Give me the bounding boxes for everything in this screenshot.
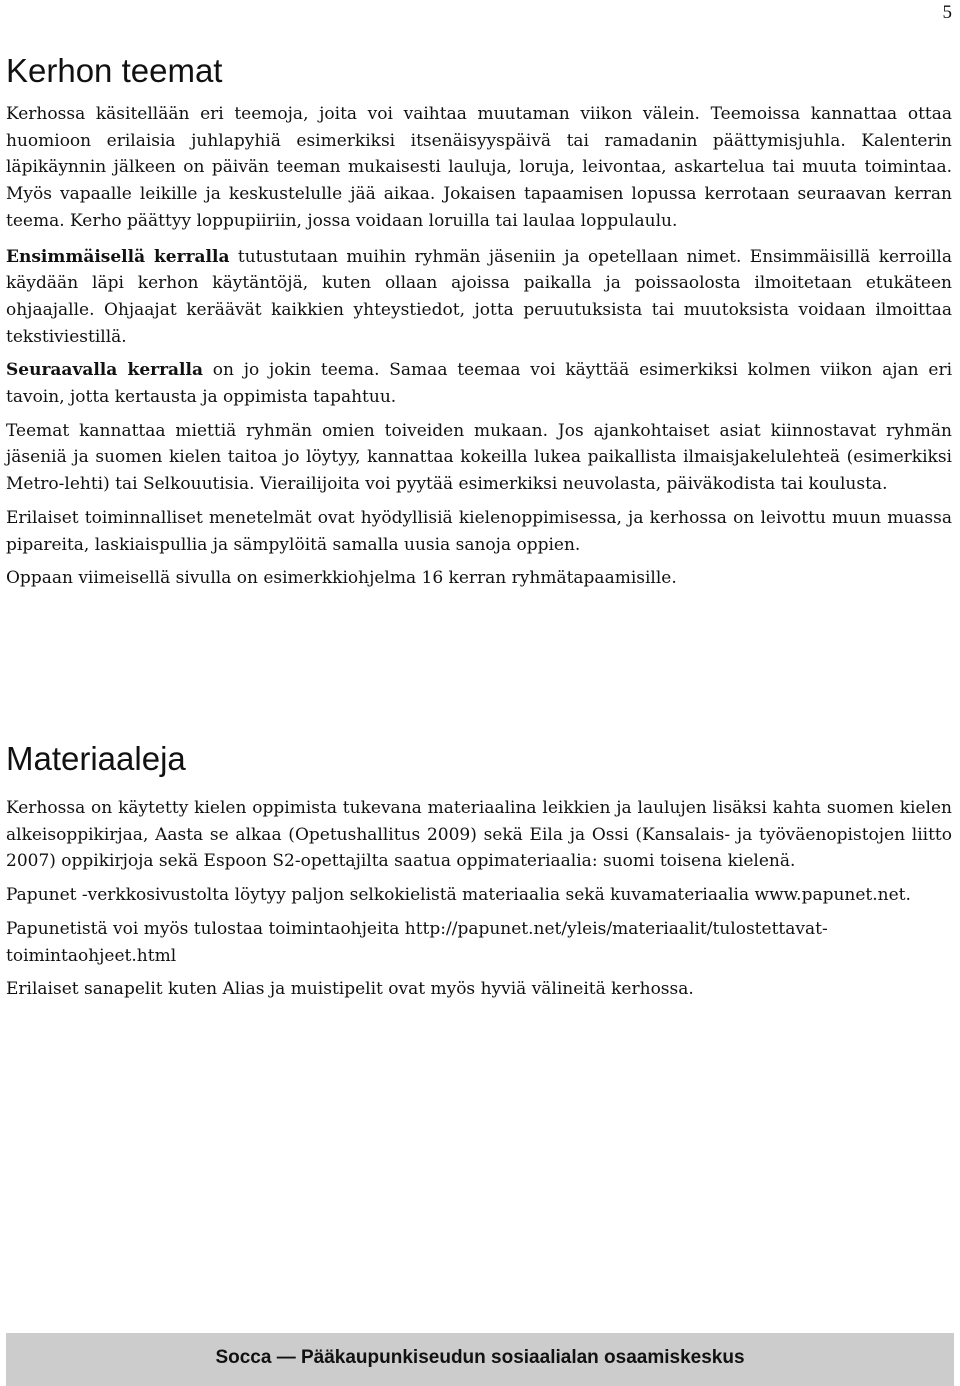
paragraph: Teemat kannattaa miettiä ryhmän omien toiveiden mukaan. Jos ajankohtaiset asiat kiinnostavat ryhmän jäseniä ja suomen kielen taitoa jo löytyy, kannattaa kokeilla lukea paikallista ilmaisjakelulehteä (esimerkiksi Metro-lehti) tai Selkouutisia. Vierailijoita voi pyytää esimerkiksi neuvolasta, päiväkodista tai koulusta. — [6, 420, 952, 495]
section-title: Materiaaleja — [6, 740, 186, 777]
paragraph: Seuraavalla kerralla on jo jokin teema. Samaa teemaa voi käyttää esimerkiksi kolmen viikon ajan eri tavoin, jotta kertausta ja oppimista tapahtuu. — [6, 360, 953, 408]
bold-lead: Ensimmäisellä kerralla — [6, 246, 230, 267]
section-materiaaleja — [6, 740, 952, 1003]
bold-lead: Seuraavalla kerralla — [6, 360, 203, 381]
page-number: 5 — [942, 2, 952, 23]
section-title: Kerhon teemat — [6, 52, 223, 89]
section-kerhon-teemat — [6, 52, 952, 592]
paragraph: Papunetistä voi myös tulostaa toimintaohjeita http://papunet.net/yleis/materiaalit/tulostettavat-toimintaohjeet.html — [6, 918, 828, 966]
paragraph: Kerhossa käsitellään eri teemoja, joita voi vaihtaa muutaman viikon välein. Teemoissa kannattaa ottaa huomioon erilaisia juhlapyhiä esimerkiksi itsenäisyyspäivä tai ramadanin päättymisjuhla. Kalenterin läpikäynnin jälkeen on päivän teeman mukaisesti lauluja, loruja, leivontaa, askartelua tai muuta toimintaa. Myös vapaalle leikille ja keskustelulle jää aikaa. Jokaisen tapaamisen lopussa kerrotaan seuraavan kerran teema. Kerho päättyy loppupiiriin, jossa voidaan loruilla tai laulaa loppulaulu. — [6, 104, 952, 231]
paragraph: Erilaiset toiminnalliset menetelmät ovat hyödyllisiä kielenoppimisessa, ja kerhossa on leivottu muun muassa pipareita, laskiaispullia ja sämpylöitä samalla uusia sanoja oppien. — [6, 507, 952, 555]
paragraph: Oppaan viimeisellä sivulla on esimerkkiohjelma 16 kerran ryhmätapaamisille. — [6, 568, 677, 589]
paragraph: Erilaiset sanapelit kuten Alias ja muistipelit ovat myös hyviä välineitä kerhossa. — [6, 979, 694, 1000]
paragraph: Papunet -verkkosivustolta löytyy paljon selkokielistä materiaalia sekä kuvamateriaalia www.papunet.net. — [6, 885, 911, 906]
paragraph: Ensimmäisellä kerralla tutustutaan muihin ryhmän jäseniin ja opetellaan nimet. Ensimmäisillä kerroilla käydään läpi kerhon käytäntöjä, kuten ollaan ajoissa paikalla ja poissaolosta ilmoitetaan etukäteen ohjaajalle. Ohjaajat keräävät kaikkien yhteystiedot, jotta peruutuksista tai muutoksista voidaan ilmoittaa tekstiviestillä. — [6, 246, 952, 347]
paragraph: Kerhossa on käytetty kielen oppimista tukevana materiaalina leikkien ja laulujen lisäksi kahta suomen kielen alkeisoppikirjaa, Aasta se alkaa (Opetushallitus 2009) sekä Eila ja Ossi (Kansalais- ja työväenopistojen liitto 2007) oppikirjoja sekä Espoon S2-opettajilta saatua oppimateriaalia: suomi toisena kielenä. — [6, 798, 952, 872]
footer-text: Socca — Pääkaupunkiseudun sosiaalialan osaamiskeskus — [215, 1347, 745, 1368]
footer-banner — [6, 1333, 954, 1386]
